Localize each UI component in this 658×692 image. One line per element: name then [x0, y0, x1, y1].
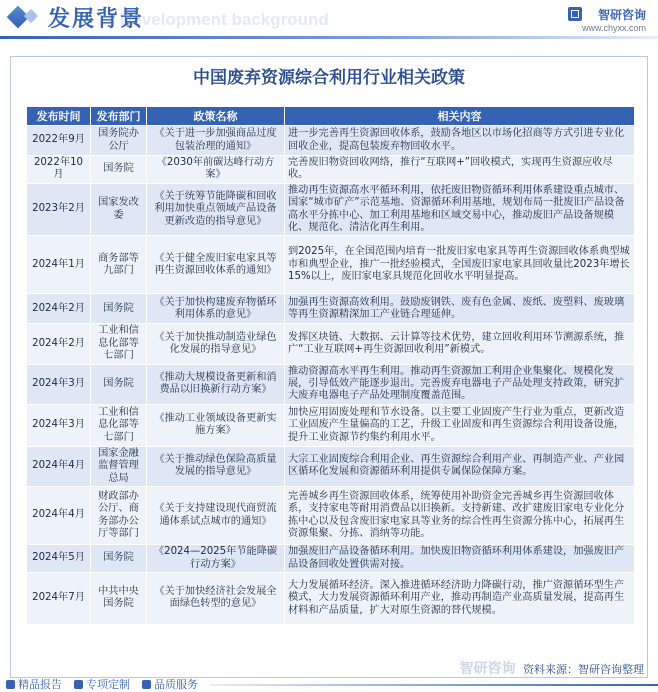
- diamond-accent-icon: [24, 9, 38, 23]
- cell-content: 发挥区块链、大数据、云计算等技术优势，建立回收利用环节溯源系统，推广“工业互联网+再生资源回收利用”新模式。: [285, 324, 635, 364]
- table-row: [27, 404, 635, 446]
- column-header-content: 相关内容: [285, 107, 635, 126]
- cell-time: 2024年4月: [27, 487, 91, 545]
- cell-content: 完善城乡再生资源回收体系，统筹使用补助资金完善城乡再生资源回收体系，支持家电等耐用消费品以旧换新。支持新建、改扩建废旧家电专业化分拣中心以及包含废旧家电家具等业务的综合性再生资源分拣中心，拓展再生资源集聚、分拣、消纳等功能。: [285, 487, 635, 545]
- brand-url: www.chyxx.com: [581, 23, 646, 33]
- cell-time: 2024年2月: [27, 324, 91, 364]
- cell-time: 2022年9月: [27, 126, 91, 156]
- cell-policy-name: 《2024—2025年节能降碳行动方案》: [147, 545, 285, 573]
- cell-content: 加快应用固废处理和节水设备。以主要工业固废产生行业为重点，更新改造工业固废产生量偏高的工艺，升级工业固废和再生资源综合利用设备设施，提升工业资源节约集约利用水平。: [285, 404, 635, 446]
- cell-policy-name: 《关于推动绿色保险高质量发展的指导意见》: [147, 446, 285, 486]
- brand-logo-icon: [568, 7, 582, 21]
- cell-dept: 财政部办公厅、商务部办公厅等部门: [91, 487, 147, 545]
- table-row: [27, 294, 635, 324]
- column-header-name: 政策名称: [147, 107, 285, 126]
- cell-time: 2024年4月: [27, 446, 91, 486]
- custom-icon: [74, 680, 83, 689]
- section-title: 发展背景: [48, 7, 145, 32]
- cell-policy-name: 《关于统筹节能降碳和回收利用加快重点领域产品设备更新改造的指导意见》: [147, 183, 285, 236]
- cell-content: 推动资源高水平再生利用。推动再生资源加工利用企业集聚化、规模化发展，引导低效产能逐步退出。完善废弃电器电子产品处理支持政策，研究扩大废弃电器电子产品处理制度覆盖范围。: [285, 364, 635, 404]
- cell-policy-name: 《关于加快构建废弃物循环利用体系的意见》: [147, 294, 285, 324]
- cell-content: 加强废旧产品设备循环利用。加快废旧物资循环利用体系建设，加强废旧产品设备回收处置供需对接。: [285, 545, 635, 573]
- table-row: [27, 183, 635, 236]
- cell-dept: 商务部等九部门: [91, 236, 147, 294]
- table-row: [27, 545, 635, 573]
- cell-dept: 国务院: [91, 364, 147, 404]
- cell-dept: 国家发改委: [91, 183, 147, 236]
- cell-time: 2023年2月: [27, 183, 91, 236]
- cell-policy-name: 《2030年前碳达峰行动方案》: [147, 156, 285, 184]
- cell-content: 推动再生资源高水平循环利用，依托废旧物资循环利用体系建设重点城市、国家“城市矿产”示范基地、资源循环利用基地，规划布局一批废旧产品设备高水平分拣中心、加工利用基地和区域交易中心，推动废旧产品设备规模化、规范化、清洁化再生利用。: [285, 183, 635, 236]
- cell-content: 大力发展循环经济。深入推进循环经济助力降碳行动，推广资源循环型生产模式，大力发展资源循环利用产业，推动再制造产业高质量发展，提高再生材料和产品质量，扩大对原生资源的替代规模。: [285, 572, 635, 624]
- source-watermark: 智研咨询: [459, 661, 516, 677]
- table-row: [27, 572, 635, 624]
- cell-time: 2024年3月: [27, 364, 91, 404]
- cell-time: 2024年2月: [27, 294, 91, 324]
- cell-content: 完善废旧物资回收网络，推行“互联网+”回收模式，实现再生资源应收尽收。: [285, 156, 635, 184]
- footer-item-label: 品质服务: [154, 678, 198, 691]
- cell-content: 加强再生资源高效利用。鼓励废钢铁、废有色金属、废纸、废塑料、废玻璃等再生资源精深加工产业链合理延伸。: [285, 294, 635, 324]
- header-divider: [0, 36, 658, 39]
- table-row: [27, 126, 635, 156]
- table-header-row: [27, 107, 635, 126]
- cell-dept: 工业和信息化部等七部门: [91, 404, 147, 446]
- cell-dept: 中共中央国务院: [91, 572, 147, 624]
- footer-item-reports: [6, 676, 62, 692]
- cell-policy-name: 《关于加快推动制造业绿色化发展的指导意见》: [147, 324, 285, 364]
- brand-name: 智研咨询: [597, 8, 646, 22]
- cell-dept: 工业和信息化部等七部门: [91, 324, 147, 364]
- cell-dept: 国务院: [91, 545, 147, 573]
- table-body: [27, 126, 635, 625]
- cell-policy-name: 《推动工业领域设备更新实施方案》: [147, 404, 285, 446]
- cell-dept: 国务院: [91, 156, 147, 184]
- footer-item-label: 专项定制: [86, 678, 130, 691]
- footer: [0, 676, 658, 692]
- footer-item-service: [142, 676, 198, 692]
- table-row: [27, 324, 635, 364]
- cell-policy-name: 《关于进一步加强商品过度包装治理的通知》: [147, 126, 285, 156]
- cell-policy-name: 《关于健全废旧家电家具等再生资源回收体系的通知》: [147, 236, 285, 294]
- table-row: [27, 487, 635, 545]
- cell-policy-name: 《推动大规模设备更新和消费品以旧换新行动方案》: [147, 364, 285, 404]
- source-note: [460, 658, 645, 678]
- report-icon: [6, 680, 15, 689]
- cell-time: 2022年10月: [27, 156, 91, 184]
- cell-time: 2024年5月: [27, 545, 91, 573]
- table-row: [27, 236, 635, 294]
- cell-content: 进一步完善再生资源回收体系，鼓励各地区以市场化招商等方式引进专业化回收企业，提高包装废弃物回收水平。: [285, 126, 635, 156]
- source-text: 资料来源：智研咨询整理: [523, 663, 644, 676]
- footer-item-label: 精品报告: [18, 678, 62, 691]
- section-header: [0, 0, 658, 36]
- table-row: [27, 446, 635, 486]
- cell-content: 到2025年，在全国范围内培育一批废旧家电家具等再生资源回收体系典型城市和典型企业，推广一批经验模式，全国废旧家电家具回收量比2023年增长15%以上，废旧家电家具规范化回收水平明显提高。: [285, 236, 635, 294]
- policy-table: [26, 106, 635, 625]
- column-header-time: 发布时间: [27, 107, 91, 126]
- column-header-dept: 发布部门: [91, 107, 147, 126]
- table-title: 中国废弃资源综合利用行业相关政策: [193, 68, 465, 88]
- cell-policy-name: 《关于加快经济社会发展全面绿色转型的意见》: [147, 572, 285, 624]
- cell-time: 2024年1月: [27, 236, 91, 294]
- cell-content: 大宗工业固废综合利用企业、再生资源综合利用产业、再制造产业、产业园区循环化发展和资源循环利用提供专属保险保障方案。: [285, 446, 635, 486]
- cell-time: 2024年7月: [27, 572, 91, 624]
- table-row: [27, 364, 635, 404]
- footer-item-custom: [74, 676, 130, 692]
- cell-dept: 国务院办公厅: [91, 126, 147, 156]
- brand: [582, 6, 646, 33]
- cell-dept: 国家金融监督管理总局: [91, 446, 147, 486]
- cell-dept: 国务院: [91, 294, 147, 324]
- cell-policy-name: 《关于支持建设现代商贸流通体系试点城市的通知》: [147, 487, 285, 545]
- table-row: [27, 156, 635, 184]
- service-icon: [142, 680, 151, 689]
- cell-time: 2024年3月: [27, 404, 91, 446]
- section-subtitle: Development background: [120, 10, 329, 29]
